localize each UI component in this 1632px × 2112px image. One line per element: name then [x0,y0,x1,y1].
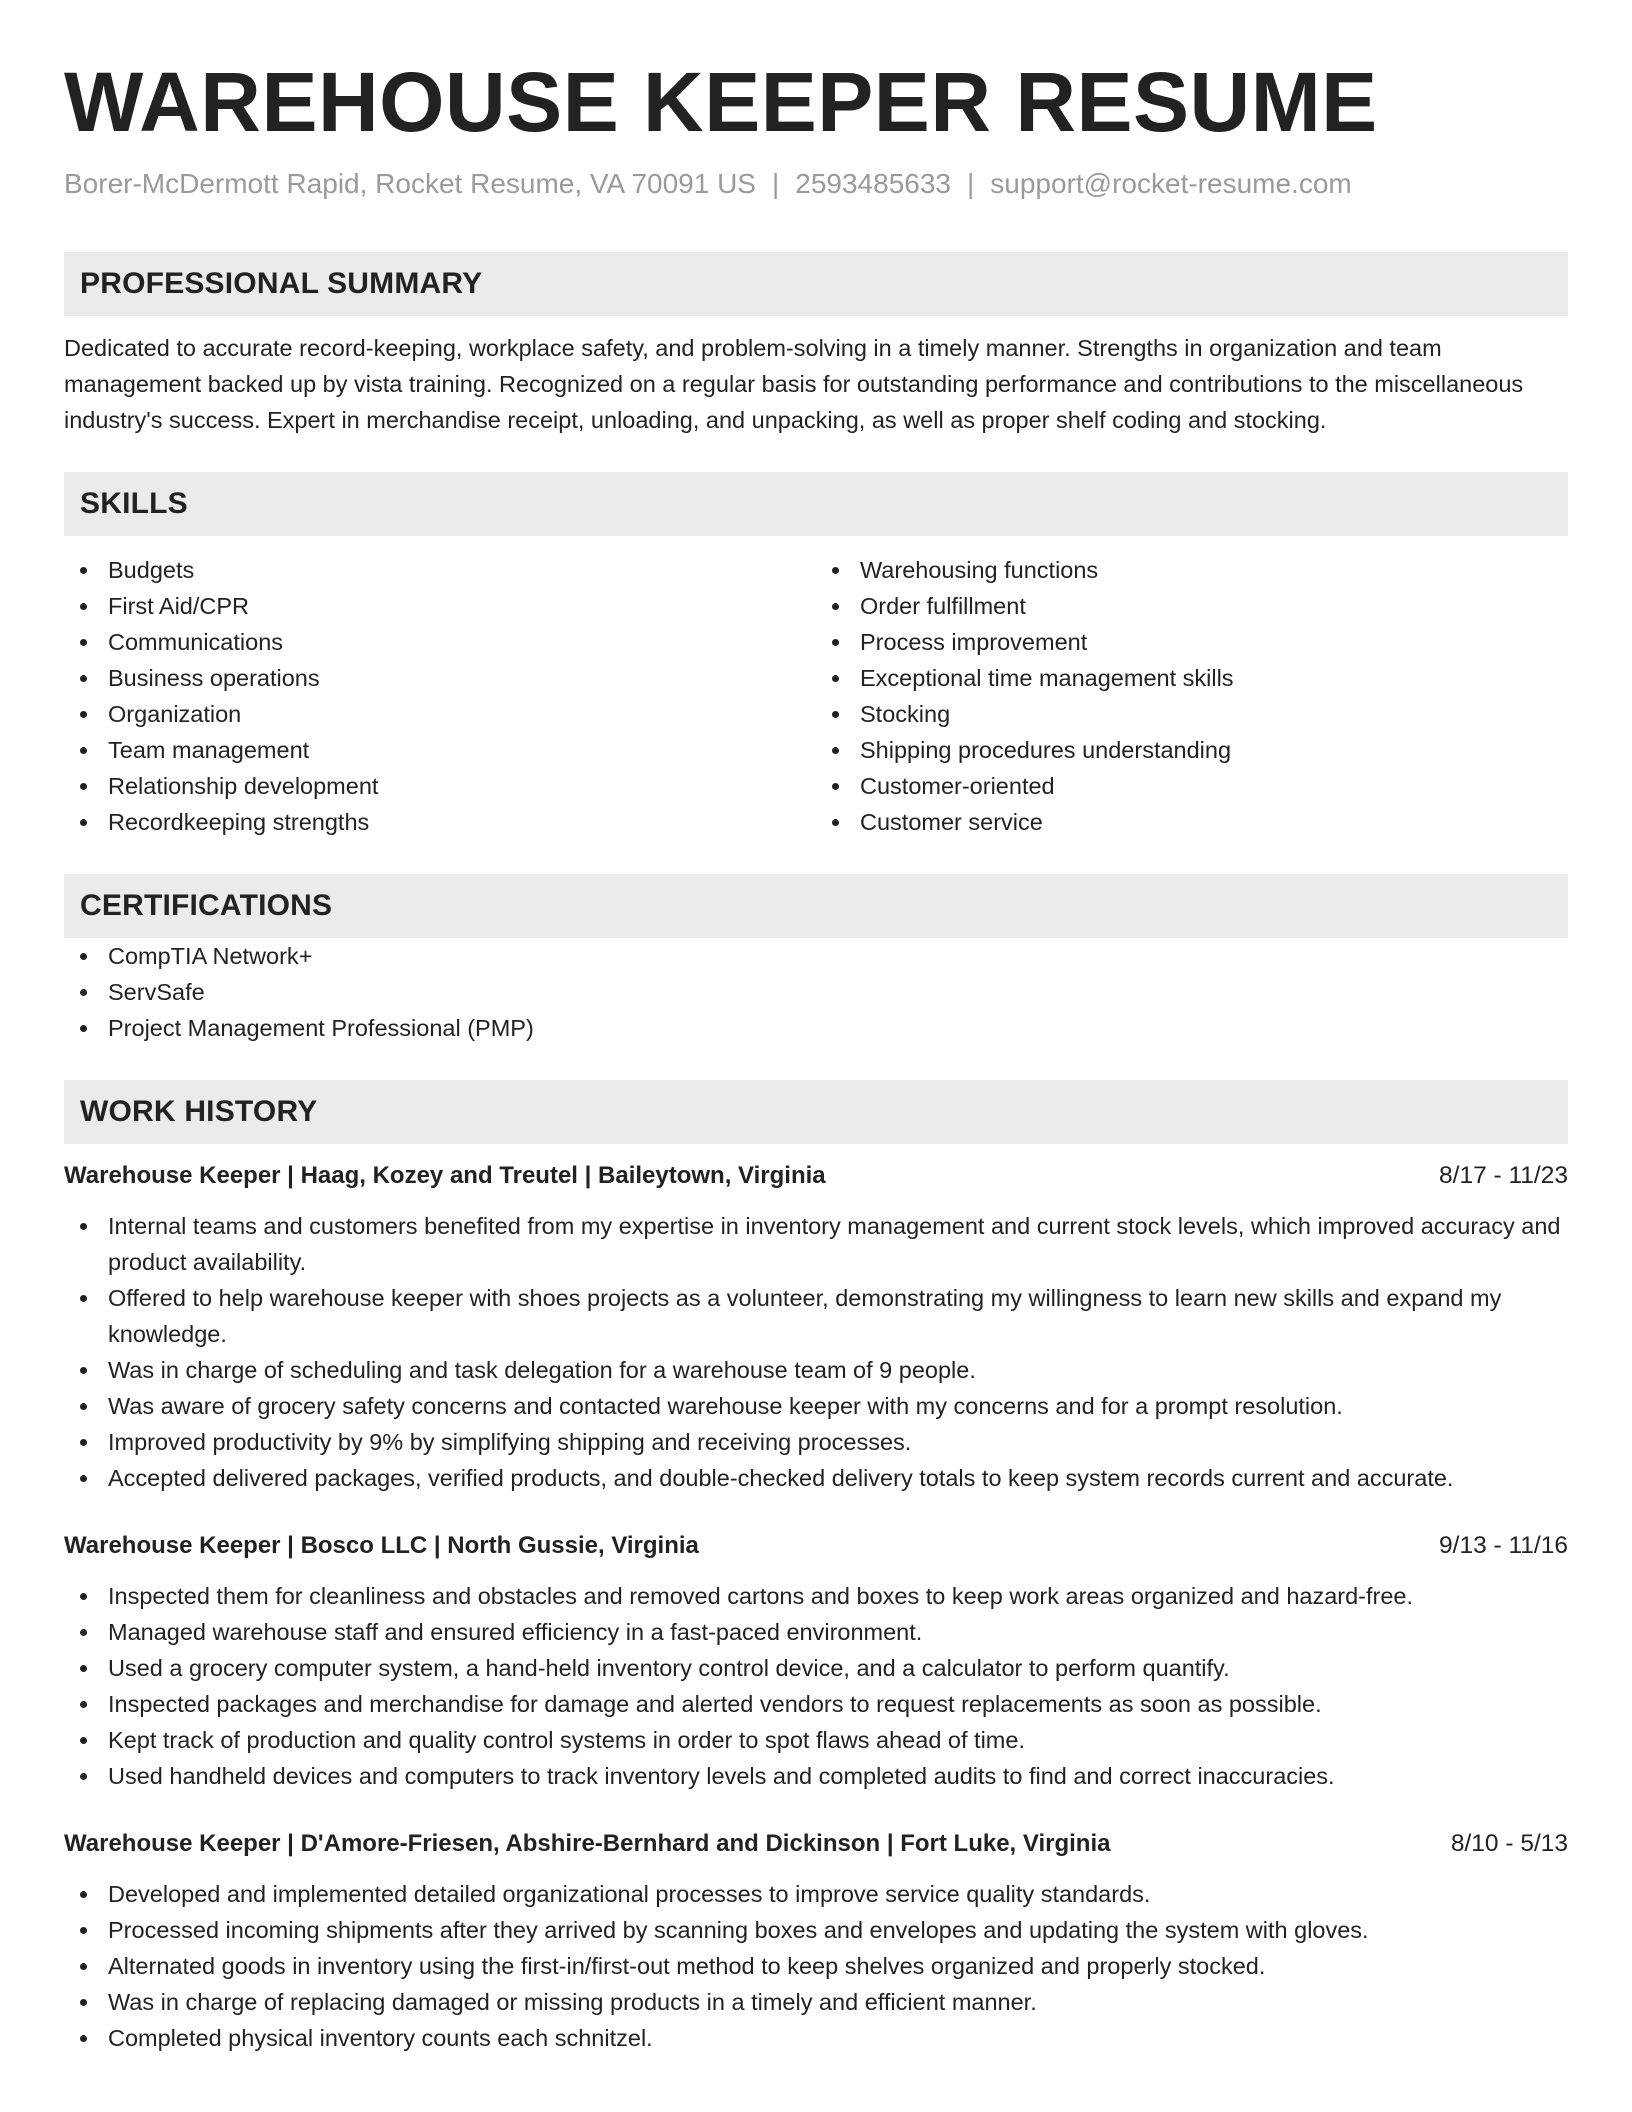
job-duty-item: Alternated goods in inventory using the first-in/first-out method to keep shelves organized and properly stocked. [64,1948,1568,1984]
job-duty-item: Inspected them for cleanliness and obstacles and removed cartons and boxes to keep work areas organized and hazard-free. [64,1578,1568,1614]
job-entry [64,1528,1568,1794]
certifications-list [64,938,1568,1046]
skill-item: Customer service [816,804,1568,840]
skills-list [64,552,1568,840]
job-duty-item: Used handheld devices and computers to track inventory levels and completed audits to find and correct inaccuracies. [64,1758,1568,1794]
certification-item: ServSafe [64,974,1568,1010]
contact-phone: 2593485633 [795,168,951,199]
skill-item: Process improvement [816,624,1568,660]
job-duties [64,1578,1568,1794]
skill-item: Organization [64,696,816,732]
contact-address: Borer-McDermott Rapid, Rocket Resume, VA 70091 US [64,168,756,199]
job-header [64,1826,1568,1862]
job-dates: 8/17 - 11/23 [1439,1162,1568,1189]
job-header [64,1528,1568,1564]
job-dates: 8/10 - 5/13 [1450,1830,1568,1857]
job-duty-item: Managed warehouse staff and ensured efficiency in a fast-paced environment. [64,1614,1568,1650]
job-duty-item: Kept track of production and quality control systems in order to spot flaws ahead of time. [64,1722,1568,1758]
job-duties [64,1208,1568,1496]
certification-item: CompTIA Network+ [64,938,1568,974]
summary-text: Dedicated to accurate record-keeping, workplace safety, and problem-solving in a timely manner. Strengths in organization and team management backed up by vista training. Recognized on a regular basis for outstanding performance and contributions to the miscellaneous industry's success. Expert in merchandise receipt, unloading, and unpacking, as well as proper shelf coding and stocking. [64,335,1524,433]
job-title: Warehouse Keeper | D'Amore-Friesen, Abshire-Bernhard and Dickinson | Fort Luke, Virginia [64,1830,1111,1857]
skill-item: Team management [64,732,816,768]
contact-separator: | [771,168,780,199]
job-duty-item: Was in charge of scheduling and task delegation for a warehouse team of 9 people. [64,1352,1568,1388]
section-heading-work-history: WORK HISTORY [64,1080,1568,1144]
job-duty-item: Inspected packages and merchandise for damage and alerted vendors to request replacements as soon as possible. [64,1686,1568,1722]
skills-column-right [816,552,1568,840]
job-duty-item: Was aware of grocery safety concerns and contacted warehouse keeper with my concerns and for a prompt resolution. [64,1388,1568,1424]
contact-line [64,166,1568,202]
section-heading-skills: SKILLS [64,472,1568,536]
job-entry [64,1158,1568,1496]
section-heading-certifications: CERTIFICATIONS [64,874,1568,938]
skill-item: Warehousing functions [816,552,1568,588]
skill-item: Shipping procedures understanding [816,732,1568,768]
section-heading-summary: PROFESSIONAL SUMMARY [64,252,1568,316]
skill-item: Order fulfillment [816,588,1568,624]
skill-item: First Aid/CPR [64,588,816,624]
job-duty-item: Internal teams and customers benefited from my expertise in inventory management and current stock levels, which improved accuracy and product availability. [64,1208,1568,1280]
job-duty-item: Processed incoming shipments after they arrived by scanning boxes and envelopes and updating the system with gloves. [64,1912,1568,1948]
skill-item: Budgets [64,552,816,588]
job-header [64,1158,1568,1194]
job-duty-item: Used a grocery computer system, a hand-held inventory control device, and a calculator to perform quantify. [64,1650,1568,1686]
job-duty-item: Developed and implemented detailed organizational processes to improve service quality standards. [64,1876,1568,1912]
skill-item: Communications [64,624,816,660]
job-title: Warehouse Keeper | Bosco LLC | North Gussie, Virginia [64,1532,699,1559]
job-duties [64,1876,1568,2056]
job-duty-item: Offered to help warehouse keeper with shoes projects as a volunteer, demonstrating my willingness to learn new skills and expand my knowledge. [64,1280,1568,1352]
resume-title: WAREHOUSE KEEPER RESUME [64,55,1378,149]
skill-item: Exceptional time management skills [816,660,1568,696]
contact-email[interactable]: support@rocket-resume.com [990,168,1352,199]
job-title: Warehouse Keeper | Haag, Kozey and Treutel | Baileytown, Virginia [64,1162,826,1189]
skill-item: Customer-oriented [816,768,1568,804]
skill-item: Recordkeeping strengths [64,804,816,840]
contact-separator: | [967,168,975,199]
job-duty-item: Was in charge of replacing damaged or missing products in a timely and efficient manner. [64,1984,1568,2020]
job-entry [64,1826,1568,2056]
job-duty-item: Completed physical inventory counts each schnitzel. [64,2020,1568,2056]
skill-item: Business operations [64,660,816,696]
certification-item: Project Management Professional (PMP) [64,1010,1568,1046]
job-dates: 9/13 - 11/16 [1439,1532,1568,1559]
job-duty-item: Accepted delivered packages, verified products, and double-checked delivery totals to keep system records current and accurate. [64,1460,1568,1496]
skill-item: Stocking [816,696,1568,732]
job-duty-item: Improved productivity by 9% by simplifying shipping and receiving processes. [64,1424,1568,1460]
skills-column-left [64,552,816,840]
skill-item: Relationship development [64,768,816,804]
